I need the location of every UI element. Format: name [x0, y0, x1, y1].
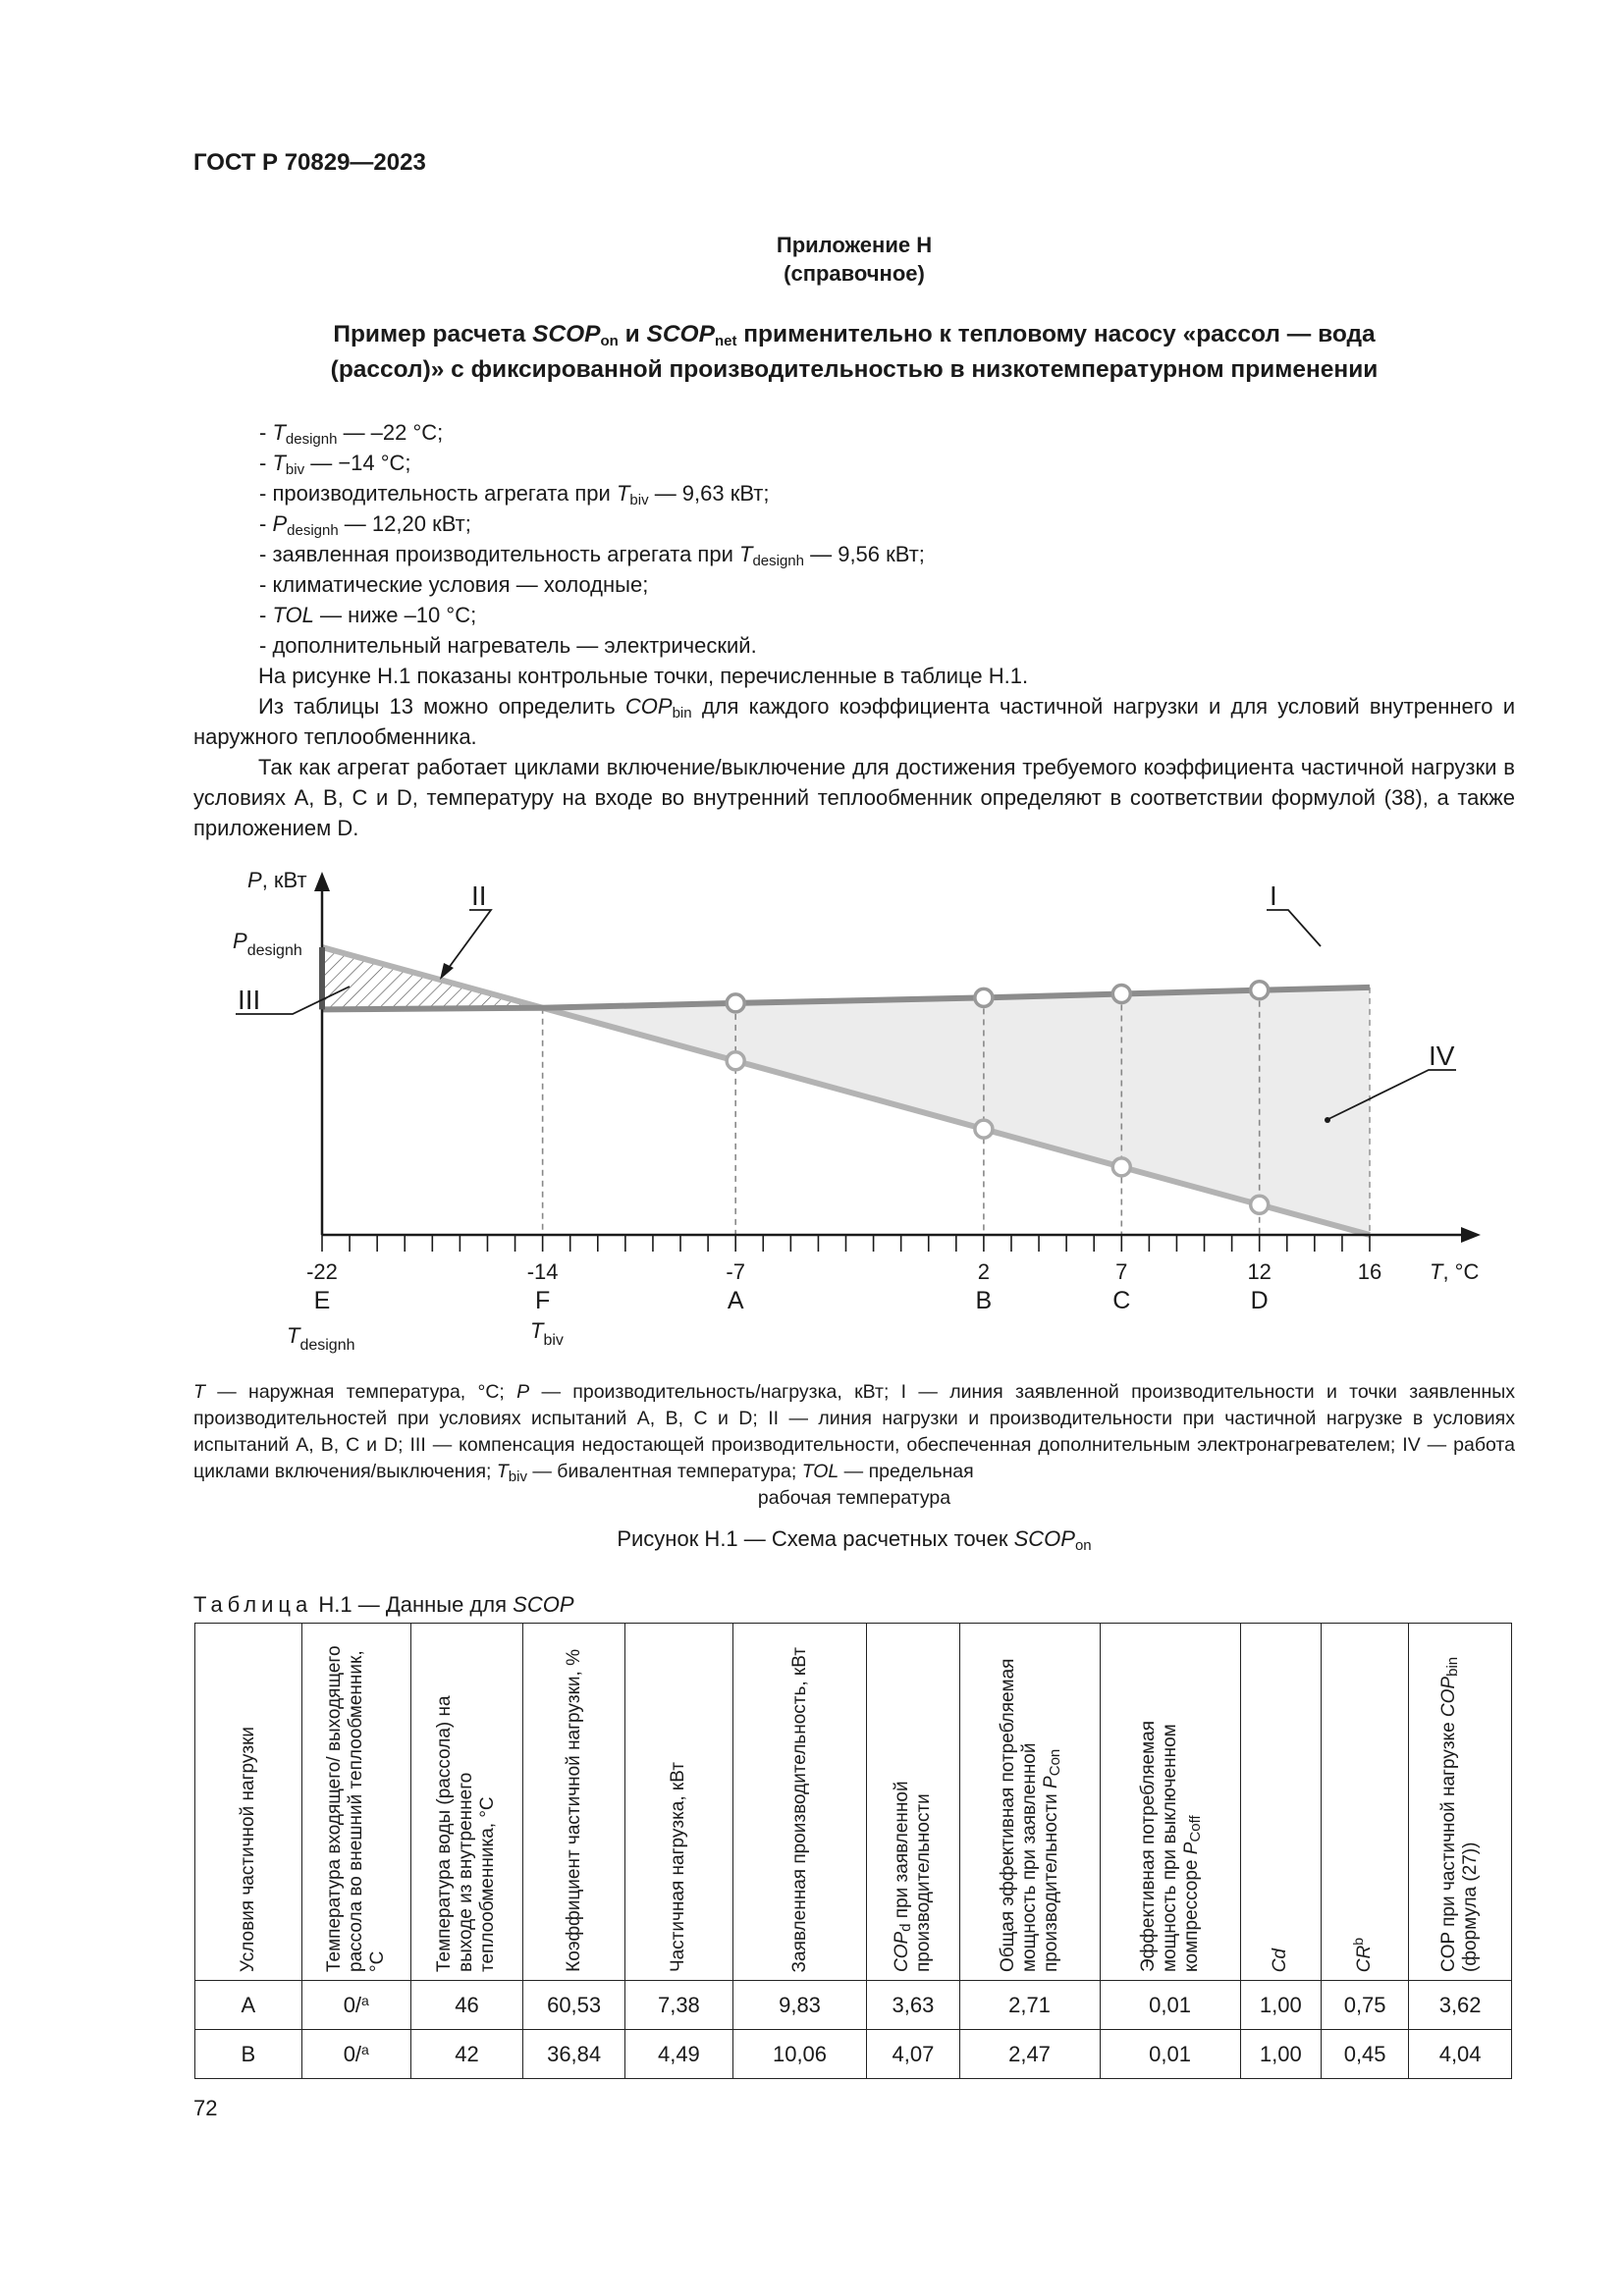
- table-row: [195, 2030, 1512, 2079]
- title-scop: SCOP: [532, 321, 601, 347]
- table-cell: 36,84: [523, 2030, 625, 2079]
- col-header: Общая эффективная потребляемая мощность при заявленной производительности $P_{Con}$: [959, 1624, 1100, 1981]
- col-header: Температура воды (рассола) на выходе из внутреннего теплообменника, °С: [410, 1624, 522, 1981]
- title-and: и: [618, 321, 647, 347]
- table-cell: 4,04: [1409, 2030, 1512, 2079]
- point-marker: [1251, 982, 1269, 999]
- point-letter: A: [727, 1287, 744, 1314]
- t-designh-label: $T_{designh}$: [287, 1323, 355, 1354]
- table-cell: 0/$^a$: [301, 1981, 410, 2030]
- point-marker: [975, 1120, 993, 1138]
- table-row: [195, 1981, 1512, 2030]
- list-item: - $P_{designh}$ — 12,20 кВт;: [259, 511, 471, 539]
- tick-label: 2: [977, 1259, 991, 1284]
- list-item: - дополнительный нагреватель — электрический.: [259, 633, 757, 658]
- tick-label: -22: [306, 1259, 338, 1284]
- list-item: - заявленная производительность агрегата при $T_{designh}$ — 9,56 кВт;: [259, 542, 925, 569]
- point-letter: F: [534, 1287, 551, 1314]
- point-marker: [1112, 986, 1130, 1003]
- list-item: - климатические условия — холодные;: [259, 572, 649, 597]
- title-text: Пример расчета: [333, 321, 533, 347]
- table-caption: Таблица Н.1 — Данные для SCOP: [193, 1592, 574, 1617]
- table-cell: 10,06: [732, 2030, 867, 2079]
- table-cell: 1,00: [1240, 2030, 1321, 2079]
- table-cell: 1,00: [1240, 1981, 1321, 2030]
- tick-label: 7: [1115, 1259, 1128, 1284]
- col-header: Коэффициент частичной нагрузки, %: [523, 1624, 625, 1981]
- leader-ii: [446, 910, 491, 972]
- col-header: Заявленная производительность, кВт: [732, 1624, 867, 1981]
- table-cell: 0,01: [1100, 1981, 1240, 2030]
- table-cell: 0,75: [1322, 1981, 1409, 2030]
- list-item: - $T_{designh}$ — –22 °С;: [259, 420, 444, 448]
- table-cell: 4,07: [867, 2030, 959, 2079]
- tick-label: 16: [1357, 1259, 1382, 1284]
- tick-label: 12: [1247, 1259, 1272, 1284]
- title-scop-2: SCOP: [646, 321, 715, 347]
- leader-ii-arrow: [440, 963, 454, 980]
- region-label-iii: III: [238, 985, 261, 1015]
- annex-title: Приложение Н: [776, 233, 933, 257]
- col-header: COP при частичной нагрузке $COP_{bin}$ (формула (27)): [1409, 1624, 1512, 1981]
- region-iv: [543, 988, 1370, 1235]
- leader-iv-dot: [1325, 1117, 1330, 1123]
- col-header: Частичная нагрузка, кВт: [625, 1624, 732, 1981]
- point-letter: B: [975, 1287, 993, 1314]
- x-axis-label: T, °C: [1430, 1259, 1480, 1284]
- list-item: - TOL — ниже –10 °С;: [259, 603, 477, 627]
- region-label-ii: II: [471, 881, 487, 911]
- col-header: Температура входящего/ выходящего рассола во внешний теплообменник, °С: [301, 1624, 410, 1981]
- annex-subtitle: (справочное): [784, 261, 925, 286]
- document-id: ГОСТ Р 70829—2023: [193, 149, 426, 176]
- list-item: - $T_{biv}$ — −14 °С;: [259, 451, 411, 478]
- table-cell: 7,38: [625, 1981, 732, 2030]
- point-letter: D: [1250, 1287, 1269, 1314]
- point-marker: [1112, 1158, 1130, 1176]
- figure-caption: Рисунок Н.1 — Схема расчетных точек $SCOP_{on}$: [617, 1526, 1092, 1554]
- table-cell: 60,53: [523, 1981, 625, 2030]
- y-axis-arrow: [314, 872, 330, 891]
- leader-i: [1267, 910, 1321, 946]
- paragraph-2: Из таблицы 13 можно определить $COP_{bin}$ для каждого коэффициента частичной нагрузки и для условий внутреннего и наружного теплообменника.: [193, 694, 1515, 749]
- table-cell: B: [195, 2030, 302, 2079]
- table-cell: 46: [410, 1981, 522, 2030]
- legend-last-line: рабочая температура: [757, 1487, 951, 1509]
- y-axis-label: P, кВт: [247, 868, 307, 892]
- p-designh-label: $P_{designh}$: [233, 929, 302, 959]
- table-cell: 0,01: [1100, 2030, 1240, 2079]
- data-table: [194, 1623, 1512, 2079]
- point-marker: [1251, 1196, 1269, 1213]
- tick-label: -14: [526, 1259, 559, 1284]
- paragraph-1: На рисунке Н.1 показаны контрольные точки, перечисленные в таблице Н.1.: [258, 664, 1029, 688]
- col-header: Эффективная потребляемая мощность при выключенном компрессоре $P_{Coff}$: [1100, 1624, 1240, 1981]
- list-item: - производительность агрегата при $T_{biv}$ — 9,63 кВт;: [259, 481, 770, 508]
- table-cell: 0/$^a$: [301, 2030, 410, 2079]
- table-cell: 2,71: [959, 1981, 1100, 2030]
- table-cell: 2,47: [959, 2030, 1100, 2079]
- t-biv-label: $T_{biv}$: [530, 1318, 564, 1349]
- table-cell: 9,83: [732, 1981, 867, 2030]
- table-cell: 3,62: [1409, 1981, 1512, 2030]
- table-header-row: [195, 1624, 1512, 1981]
- figure-legend: T — наружная температура, °С; P — производительность/нагрузка, кВт; I — линия заявленной производительности и точки заявленных производительностей при условиях испытаний A, B, C и D; II — линия нагрузки и производительности при частичной нагрузке в условиях испытаний A, B, C и D; III — компенсация недостающей производительности, обеспеченная дополнительным электронагревателем; IV — работа циклами включения/выключения; $T_{biv}$ — бивалентная температура; TOL — предельная рабочая температура: [193, 1379, 1515, 1512]
- point-marker: [727, 994, 744, 1012]
- title-text-2: применительно к тепловому насосу «рассол — вода: [736, 321, 1376, 347]
- region-label-iv: IV: [1429, 1041, 1455, 1071]
- col-header: Условия частичной нагрузки: [195, 1624, 302, 1981]
- title-sub-net: net: [714, 333, 737, 349]
- table-cell: A: [195, 1981, 302, 2030]
- table-cell: 42: [410, 2030, 522, 2079]
- col-header: Cd: [1240, 1624, 1321, 1981]
- col-header: $CR^b$: [1322, 1624, 1409, 1981]
- point-letter: E: [313, 1287, 331, 1314]
- point-marker: [975, 988, 993, 1006]
- table-cell: 0,45: [1322, 2030, 1409, 2079]
- title-line-2: (рассол)» с фиксированной производительностью в низкотемпературном применении: [330, 356, 1379, 383]
- title-sub-on: on: [600, 333, 619, 349]
- table-cell: 3,63: [867, 1981, 959, 2030]
- x-axis-arrow: [1461, 1227, 1481, 1243]
- point-marker: [727, 1052, 744, 1070]
- col-header: $COP_d$ при заявленной производительности: [867, 1624, 959, 1981]
- region-label-i: I: [1270, 881, 1277, 911]
- tick-label: -7: [726, 1259, 745, 1284]
- page-number: 72: [193, 2096, 218, 2120]
- table-cell: 4,49: [625, 2030, 732, 2079]
- point-letter: C: [1112, 1287, 1131, 1314]
- paragraph-3: Так как агрегат работает циклами включение/выключение для достижения требуемого коэффициента частичной нагрузки в условиях A, B, C и D, температуру на входе во внутренний теплообменник определяют в соответствии формулой (38), а также приложением D.: [193, 755, 1515, 840]
